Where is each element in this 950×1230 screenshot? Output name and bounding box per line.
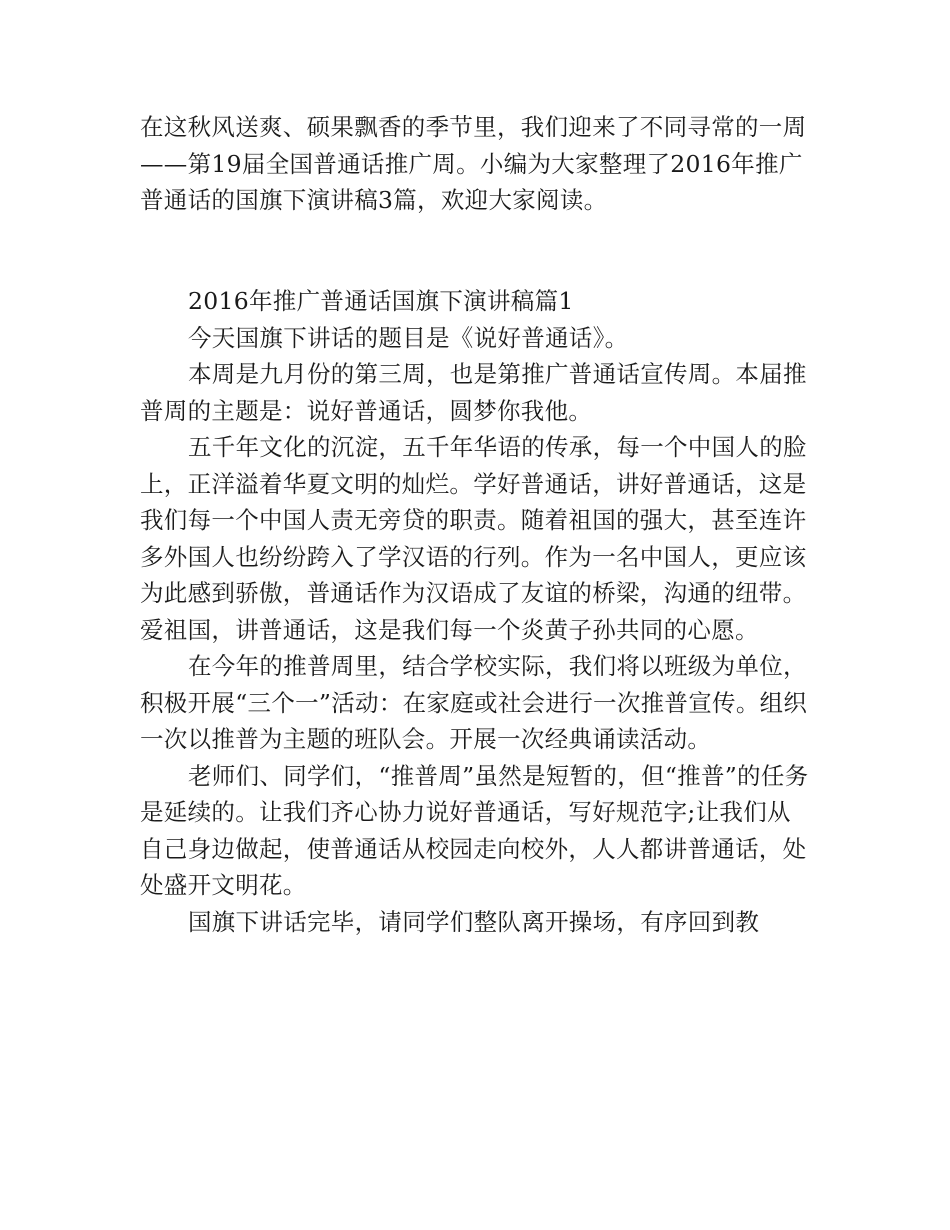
speech-body	[140, 283, 812, 940]
intro-block	[140, 109, 812, 219]
body-paragraph: 在今年的推普周里，结合学校实际，我们将以班级为单位，积极开展“三个一”活动：在家庭或社会进行一次推普宣传。组织一次以推普为主题的班队会。开展一次经典诵读活动。	[140, 652, 808, 753]
body-paragraph: 国旗下讲话完毕，请同学们整队离开操场，有序回到教	[188, 907, 760, 936]
body-paragraph: 五千年文化的沉淀，五千年华语的传承，每一个中国人的脸上，正洋溢着华夏文明的灿烂。学好普通话，讲好普通话，这是我们每一个中国人责无旁贷的职责。随着祖国的强大，甚至连许多外国人也纷纷跨入了学汉语的行列。作为一名中国人，更应该为此感到骄傲，普通话作为汉语成了友谊的桥梁，沟通的纽带。爱祖国，讲普通话，这是我们每一个炎黄子孙共同的心愿。	[140, 433, 807, 644]
body-paragraph: 今天国旗下讲话的题目是《说好普通话》。	[188, 323, 629, 352]
body-paragraph: 本周是九月份的第三周，也是第推广普通话宣传周。本届推普周的主题是：说好普通话，圆梦你我他。	[140, 360, 807, 425]
section-title: 2016年推广普通话国旗下演讲稿篇1	[188, 287, 574, 315]
intro-paragraph: 在这秋风送爽、硕果飘香的季节里，我们迎来了不同寻常的一周——第19届全国普通话推广周。小编为大家整理了2016年推广普通话的国旗下演讲稿3篇，欢迎大家阅读。	[140, 113, 807, 214]
body-paragraph: 老师们、同学们，“推普周”虽然是短暂的，但“推普”的任务是延续的。让我们齐心协力说好普通话，写好规范字;让我们从自己身边做起，使普通话从校园走向校外，人人都讲普通话，处处盛开文明花。	[140, 761, 809, 899]
